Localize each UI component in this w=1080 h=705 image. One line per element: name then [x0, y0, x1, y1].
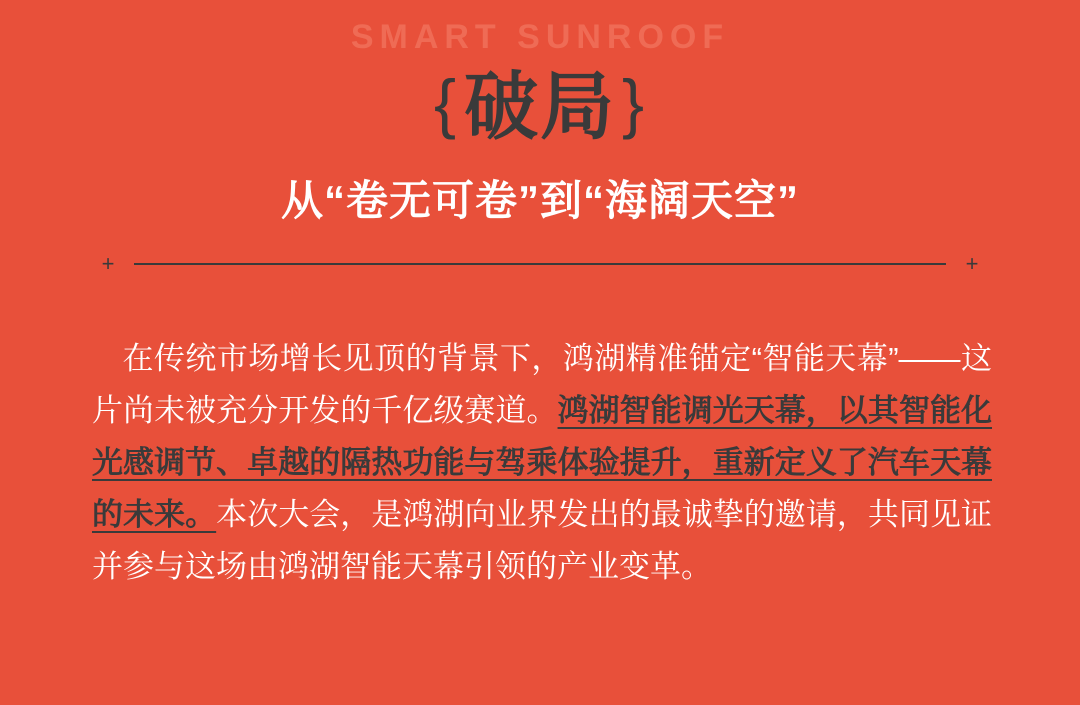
- body-text-emphasis: 鸿湖智能调光天幕，以其智能化光感调节、卓越的隔热功能与驾乘体验提升，重新定义了汽车天幕的未来。: [92, 393, 993, 532]
- divider: [96, 250, 984, 278]
- plus-icon-right: +: [965, 251, 979, 276]
- body-text-part2: 本次大会，是鸿湖向业界发出的最诚挚的邀请，共同见证并参与这场由鸿湖智能天幕引领的产业变革。: [92, 497, 993, 584]
- page-subtitle: 从“卷无可卷”到“海阔天空”: [280, 177, 799, 224]
- brace-close: }: [622, 66, 647, 140]
- plus-icon-left: +: [101, 251, 115, 276]
- brace-open: {: [433, 66, 458, 140]
- page-title: [0, 65, 1080, 148]
- body-paragraph: [92, 333, 992, 593]
- body-text-part1: 在传统市场增长见顶的背景下，鸿湖精准锚定“智能天幕”——这片尚未被充分开发的千亿级赛道。: [92, 341, 992, 428]
- divider-rule: [134, 263, 946, 265]
- page-title-text: 破局: [464, 65, 616, 148]
- brand-wordmark: SMART SUNROOF: [350, 18, 730, 56]
